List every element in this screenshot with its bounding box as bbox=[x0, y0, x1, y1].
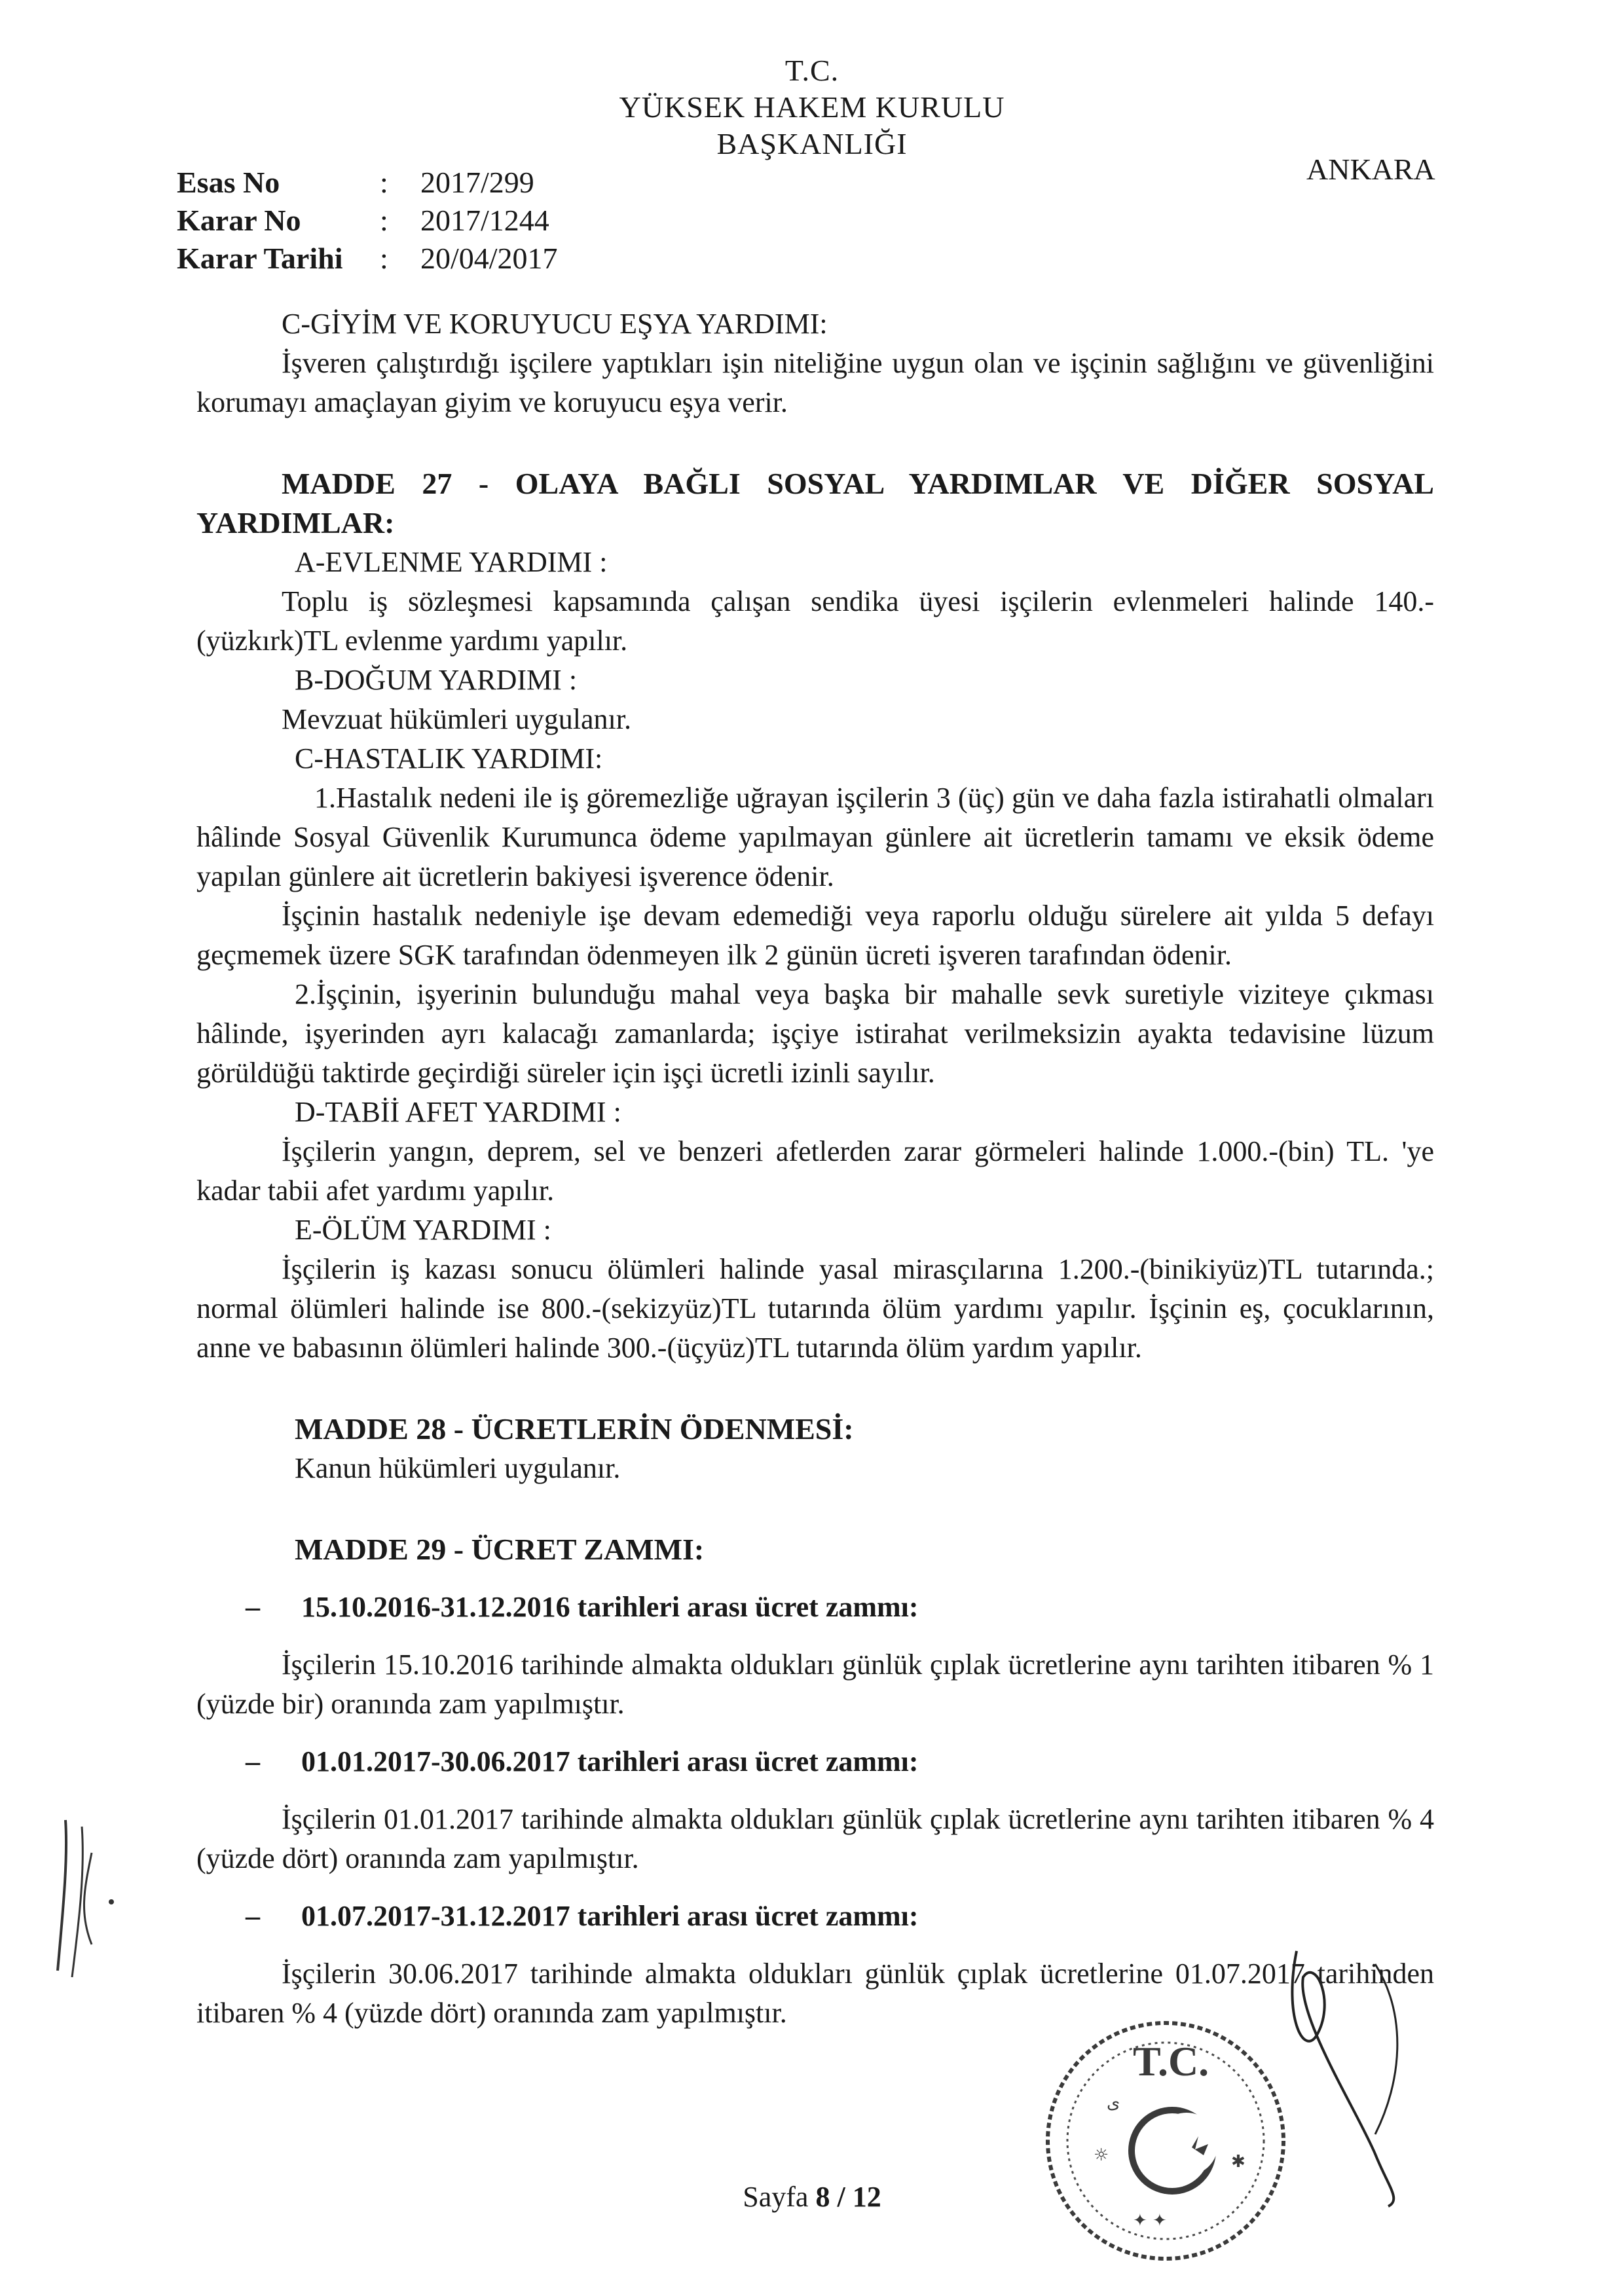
document-body bbox=[196, 304, 1434, 2033]
svg-text:ى: ى bbox=[1107, 2093, 1120, 2113]
page-separator: / bbox=[837, 2181, 845, 2213]
meta-colon: : bbox=[380, 242, 388, 275]
handwritten-mark-icon bbox=[46, 1813, 124, 1984]
paragraph-hastalik-1: 1.Hastalık nedeni ile iş göremezliğe uğrayan işçilerin 3 (üç) gün ve daha fazla istirahatli olmaları hâlinde Sosyal Güvenlik Kurumunca ödeme yapılmayan günlere ait ücretlerin tamamı ve eksik ödeme yapılan günlere ait ücretlerin bakiyesi işverence ödenir. bbox=[196, 782, 1434, 892]
meta-label: Esas No bbox=[177, 166, 280, 199]
zam-period-title bbox=[196, 1897, 1434, 1936]
section-title-olum: E-ÖLÜM YARDIMI : bbox=[295, 1214, 551, 1246]
page-prefix: Sayfa bbox=[743, 2181, 809, 2213]
paragraph-hastalik-2: İşçinin hastalık nedeniyle işe devam edemediği veya raporlu olduğu sürelere ait yılda 5 defayı geçmemek üzere SGK tarafından ödenmeyen ilk 2 günün ücreti işveren tarafından ödenir. bbox=[196, 900, 1434, 971]
section-title-evlenme: A-EVLENME YARDIMI : bbox=[295, 546, 608, 578]
signature-icon bbox=[1277, 1938, 1421, 2213]
meta-label: Karar Tarihi bbox=[177, 242, 343, 275]
meta-label: Karar No bbox=[177, 204, 301, 237]
seal-text: T.C. bbox=[1133, 2038, 1209, 2085]
zam-paragraph: İşçilerin 15.10.2016 tarihinde almakta oldukları günlük çıplak ücretlerine aynı tarihten itibaren % 1 (yüzde bir) oranında zam yapılmıştır. bbox=[196, 1649, 1434, 1720]
dash-bullet: – bbox=[246, 1591, 260, 1623]
zam-paragraph: İşçilerin 01.01.2017 tarihinde almakta oldukları günlük çıplak ücretlerine aynı tarihten itibaren % 4 (yüzde dört) oranında zam yapılmıştır. bbox=[196, 1803, 1434, 1874]
dash-bullet: – bbox=[246, 1745, 260, 1777]
svg-text:✦ ✦: ✦ ✦ bbox=[1133, 2211, 1167, 2231]
madde-27-title: MADDE 27 - OLAYA BAĞLI SOSYAL YARDIMLAR VE DİĞER SOSYAL YARDIMLAR: bbox=[196, 467, 1434, 539]
paragraph-hastalik-3: 2.İşçinin, işyerinin bulunduğu mahal veya başka bir mahalle sevk suretiyle viziteye çıkması hâlinde, işyerinden ayrı kalacağı zamanlarda; işçiye istirahat verilmeksizin ayakta tedavisine lüzum görüldüğü taktirde geçirdiği süreler için işçi ücretli izinli sayılır. bbox=[196, 978, 1434, 1089]
svg-text:☼: ☼ bbox=[1094, 2145, 1109, 2165]
zam-item bbox=[196, 1742, 1434, 1878]
official-seal bbox=[1035, 2010, 1297, 2272]
meta-row-karar bbox=[177, 202, 635, 240]
paragraph-evlenme: Toplu iş sözleşmesi kapsamında çalışan sendika üyesi işçilerin evlenmeleri halinde 140.-(yüzkırk)TL evlenme yardımı yapılır. bbox=[196, 585, 1434, 657]
meta-colon: : bbox=[380, 204, 388, 237]
header-presidency: BAŞKANLIĞI bbox=[716, 127, 908, 160]
zam-item bbox=[196, 1588, 1434, 1724]
header-institution: YÜKSEK HAKEM KURULU bbox=[619, 90, 1005, 124]
case-meta bbox=[177, 164, 635, 282]
paragraph-madde-28: Kanun hükümleri uygulanır. bbox=[295, 1452, 621, 1484]
header-tc: T.C. bbox=[784, 54, 840, 87]
madde-28-title: MADDE 28 - ÜCRETLERİN ÖDENMESİ: bbox=[295, 1412, 854, 1446]
meta-value: 2017/299 bbox=[420, 166, 534, 199]
dash-bullet: – bbox=[246, 1900, 260, 1932]
page-number bbox=[0, 2180, 1624, 2214]
zam-paragraph: İşçilerin 30.06.2017 tarihinde almakta oldukları günlük çıplak ücretlerine 01.07.2017 tarihinden itibaren % 4 (yüzde dört) oranında zam yapılmıştır. bbox=[196, 1958, 1434, 2029]
zam-period-title bbox=[196, 1588, 1434, 1627]
zam-period-text: 01.01.2017-30.06.2017 tarihleri arası ücret zammı: bbox=[301, 1745, 919, 1777]
madde-29-title: MADDE 29 - ÜCRET ZAMMI: bbox=[295, 1533, 705, 1566]
meta-row-esas bbox=[177, 164, 635, 202]
section-title-giyim: C-GİYİM VE KORUYUCU EŞYA YARDIMI: bbox=[282, 308, 828, 340]
section-title-dogum: B-DOĞUM YARDIMI : bbox=[295, 664, 578, 696]
paragraph-olum: İşçilerin iş kazası sonucu ölümleri halinde yasal mirasçılarına 1.200.-(binikiyüz)TL tutarında.; normal ölümleri halinde ise 800.-(sekizyüz)TL tutarında ölüm yardımı yapılır. İşçinin eş, çocuklarının, anne ve babasının ölümleri halinde 300.-(üçyüz)TL tutarında ölüm yardım yapılır. bbox=[196, 1253, 1434, 1364]
zam-period-text: 15.10.2016-31.12.2016 tarihleri arası ücret zammı: bbox=[301, 1591, 919, 1623]
paragraph-afet: İşçilerin yangın, deprem, sel ve benzeri afetlerden zarar görmeleri halinde 1.000.-(bin) TL. 'ye kadar tabii afet yardımı yapılır. bbox=[196, 1135, 1434, 1207]
meta-value: 2017/1244 bbox=[420, 204, 549, 237]
header-city: ANKARA bbox=[1306, 153, 1435, 186]
section-title-afet: D-TABİİ AFET YARDIMI : bbox=[295, 1096, 621, 1128]
meta-row-tarih bbox=[177, 240, 635, 278]
paragraph-dogum: Mevzuat hükümleri uygulanır. bbox=[282, 703, 631, 735]
page-current: 8 bbox=[815, 2181, 830, 2213]
meta-value: 20/04/2017 bbox=[420, 242, 558, 275]
svg-text:✱: ✱ bbox=[1231, 2152, 1246, 2172]
page-total: 12 bbox=[852, 2181, 881, 2213]
meta-colon: : bbox=[380, 166, 388, 199]
section-title-hastalik: C-HASTALIK YARDIMI: bbox=[295, 742, 603, 774]
paragraph-giyim: İşveren çalıştırdığı işçilere yaptıkları işin niteliğine uygun olan ve işçinin sağlığını ve güvenliğini korumayı amaçlayan giyim ve koruyucu eşya verir. bbox=[196, 347, 1434, 418]
zam-period-text: 01.07.2017-31.12.2017 tarihleri arası ücret zammı: bbox=[301, 1900, 919, 1932]
zam-period-title bbox=[196, 1742, 1434, 1781]
